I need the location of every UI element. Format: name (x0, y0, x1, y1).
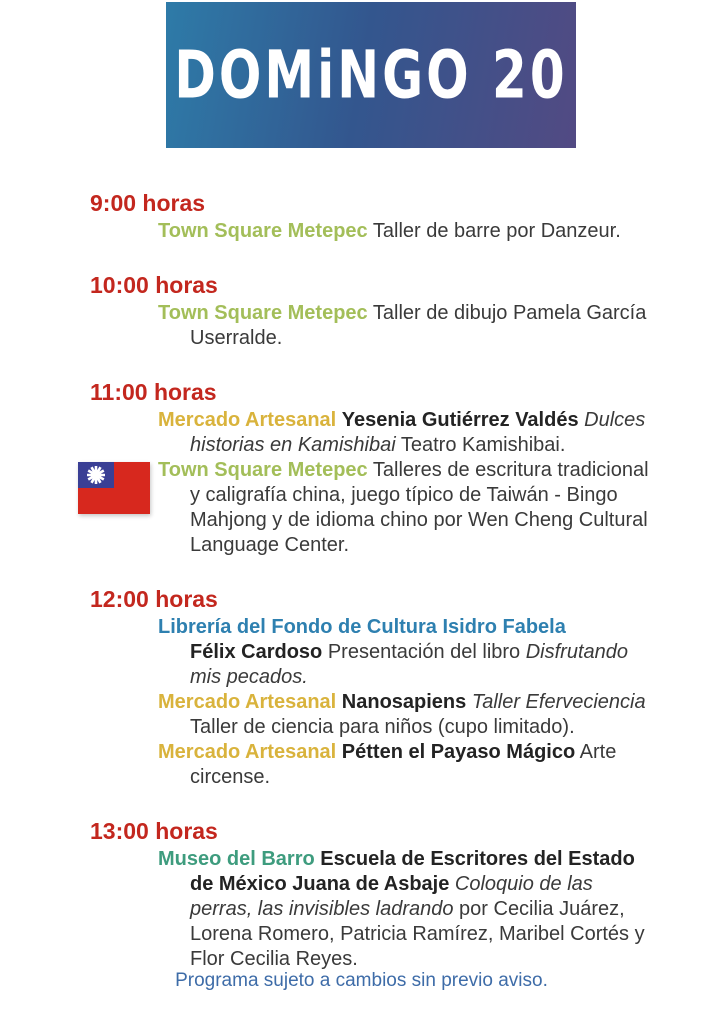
event-text: Félix Cardoso (190, 641, 323, 663)
venue-name: Town Square Metepec (158, 459, 368, 481)
time-heading: 13:00 horas (90, 818, 218, 844)
event-entry (90, 847, 658, 972)
event-text: Disfrutando mis pecados. (190, 641, 629, 688)
event-text: Presentación del libro (327, 641, 521, 663)
event-entry (90, 219, 658, 244)
banner (166, 2, 576, 148)
event-entry (90, 301, 658, 351)
event-text: Yesenia Gutiérrez Valdés (341, 409, 579, 431)
time-section (90, 586, 723, 790)
time-section (90, 272, 723, 351)
venue-name: Mercado Artesanal (158, 691, 337, 713)
event-text: Taller de ciencia para niños (cupo limitado). (190, 716, 575, 738)
venue-name: Mercado Artesanal (158, 741, 337, 763)
venue-name: Museo del Barro (158, 848, 315, 870)
event-text: Nanosapiens (341, 691, 467, 713)
event-entry (90, 408, 658, 458)
venue-name: Town Square Metepec (158, 220, 368, 242)
event-text: Taller de dibujo Pamela García Userralde. (190, 302, 647, 349)
event-entry (90, 615, 658, 690)
event-text: Taller Eferveciencia (471, 691, 646, 713)
event-text: por Cecilia Juárez, Lorena Romero, Patricia Ramírez, Maribel Cortés y Flor Cecilia Reyes. (190, 898, 645, 970)
event-entry (90, 740, 658, 790)
time-heading: 10:00 horas (90, 272, 218, 298)
time-section (90, 818, 723, 972)
time-heading: 11:00 horas (90, 379, 217, 405)
time-section (90, 190, 723, 244)
event-entry (90, 458, 658, 558)
time-section (90, 379, 723, 558)
banner-title: DOMiNGO 20 (174, 36, 568, 114)
event-text: Coloquio de las perras, las invisibles ladrando (190, 873, 593, 920)
venue-name: Librería del Fondo de Cultura Isidro Fabela (158, 616, 566, 638)
time-heading: 12:00 horas (90, 586, 218, 612)
venue-name: Town Square Metepec (158, 302, 368, 324)
event-text: Dulces historias en Kamishibai (190, 409, 646, 456)
event-text: Teatro Kamishibai. (400, 434, 566, 456)
event-text: Arte circense. (190, 741, 617, 788)
event-text: Talleres de escritura tradicional y caligrafía china, juego típico de Taiwán - Bingo Mahjong y de idioma chino por Wen Cheng Cultural Language Center. (190, 459, 649, 556)
event-entry (90, 690, 658, 740)
event-text: Taller de barre por Danzeur. (372, 220, 621, 242)
event-text: Pétten el Payaso Mágico (341, 741, 576, 763)
footer-note: Programa sujeto a cambios sin previo aviso. (175, 970, 548, 991)
taiwan-flag-image (78, 462, 150, 514)
schedule (90, 190, 723, 972)
time-heading: 9:00 horas (90, 190, 206, 216)
venue-name: Mercado Artesanal (158, 409, 337, 431)
event-text: Escuela de Escritores del Estado de México Juana de Asbaje (190, 848, 635, 895)
